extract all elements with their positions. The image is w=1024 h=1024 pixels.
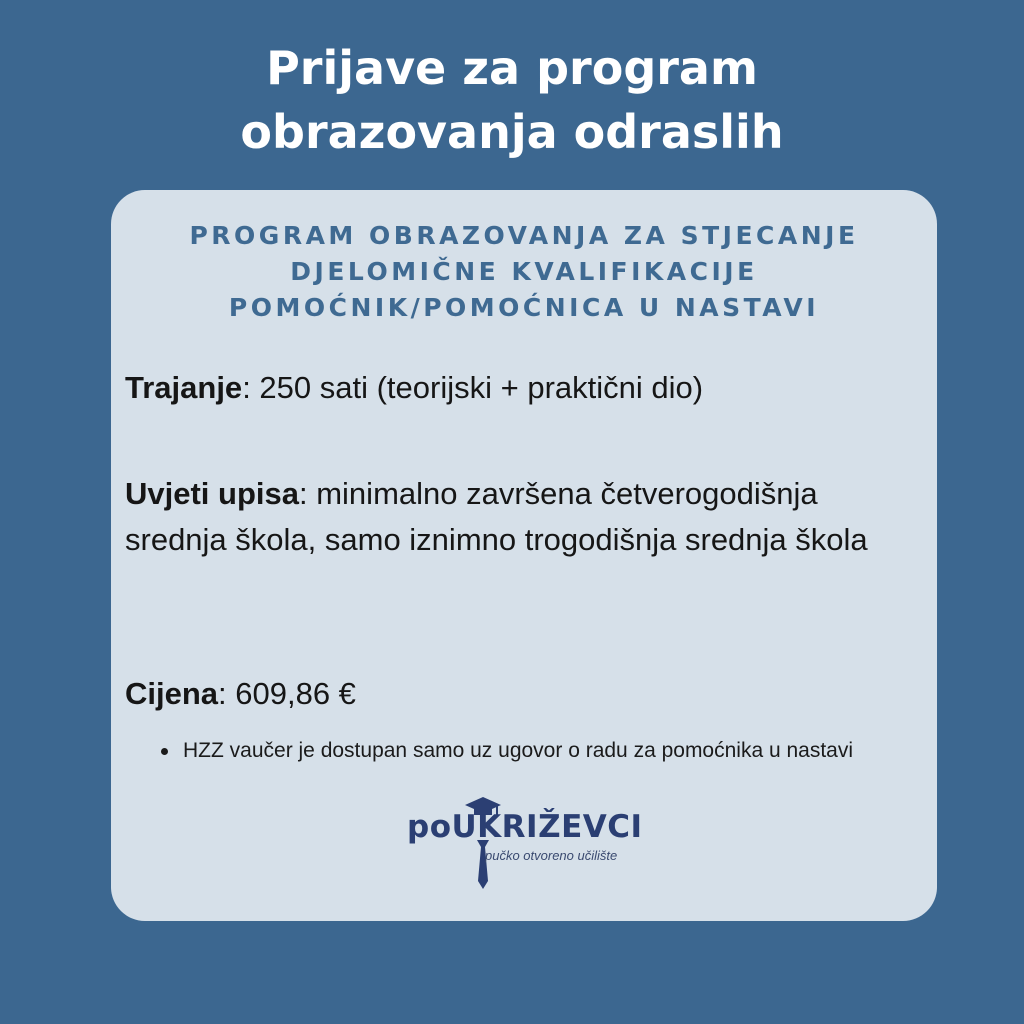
price-value: : 609,86 €	[218, 676, 356, 711]
logo-subtitle: pučko otvoreno učilište	[485, 848, 618, 863]
requirements-value: : minimalno završena četverogodišnja srednja škola, samo iznimno trogodišnja srednja škola	[125, 476, 868, 557]
duration-value: : 250 sati (teorijski + praktični dio)	[242, 370, 704, 405]
logo-text: poUKRIŽEVCI	[407, 809, 643, 845]
title-line-2: obrazovanja odraslih	[240, 105, 784, 159]
page-title	[0, 36, 1024, 164]
duration-row	[125, 365, 885, 411]
info-card	[111, 190, 937, 921]
title-line-1: Prijave za program	[266, 41, 758, 95]
program-heading-line-1: PROGRAM OBRAZOVANJA ZA STJECANJE	[189, 221, 859, 250]
program-heading	[111, 218, 937, 326]
price-row	[125, 671, 885, 717]
requirements-row	[125, 471, 885, 563]
price-label: Cijena	[125, 676, 219, 711]
logo	[407, 795, 657, 895]
bullet-dot-icon	[161, 748, 168, 755]
voucher-note	[159, 735, 913, 767]
program-heading-line-2: DJELOMIČNE KVALIFIKACIJE	[290, 257, 758, 286]
duration-label: Trajanje	[125, 370, 243, 405]
program-heading-line-3: POMOĆNIK/POMOĆNICA U NASTAVI	[228, 293, 820, 322]
requirements-label: Uvjeti upisa	[125, 476, 299, 511]
voucher-note-text: HZZ vaučer je dostupan samo uz ugovor o radu za pomoćnika u nastavi	[183, 739, 854, 762]
